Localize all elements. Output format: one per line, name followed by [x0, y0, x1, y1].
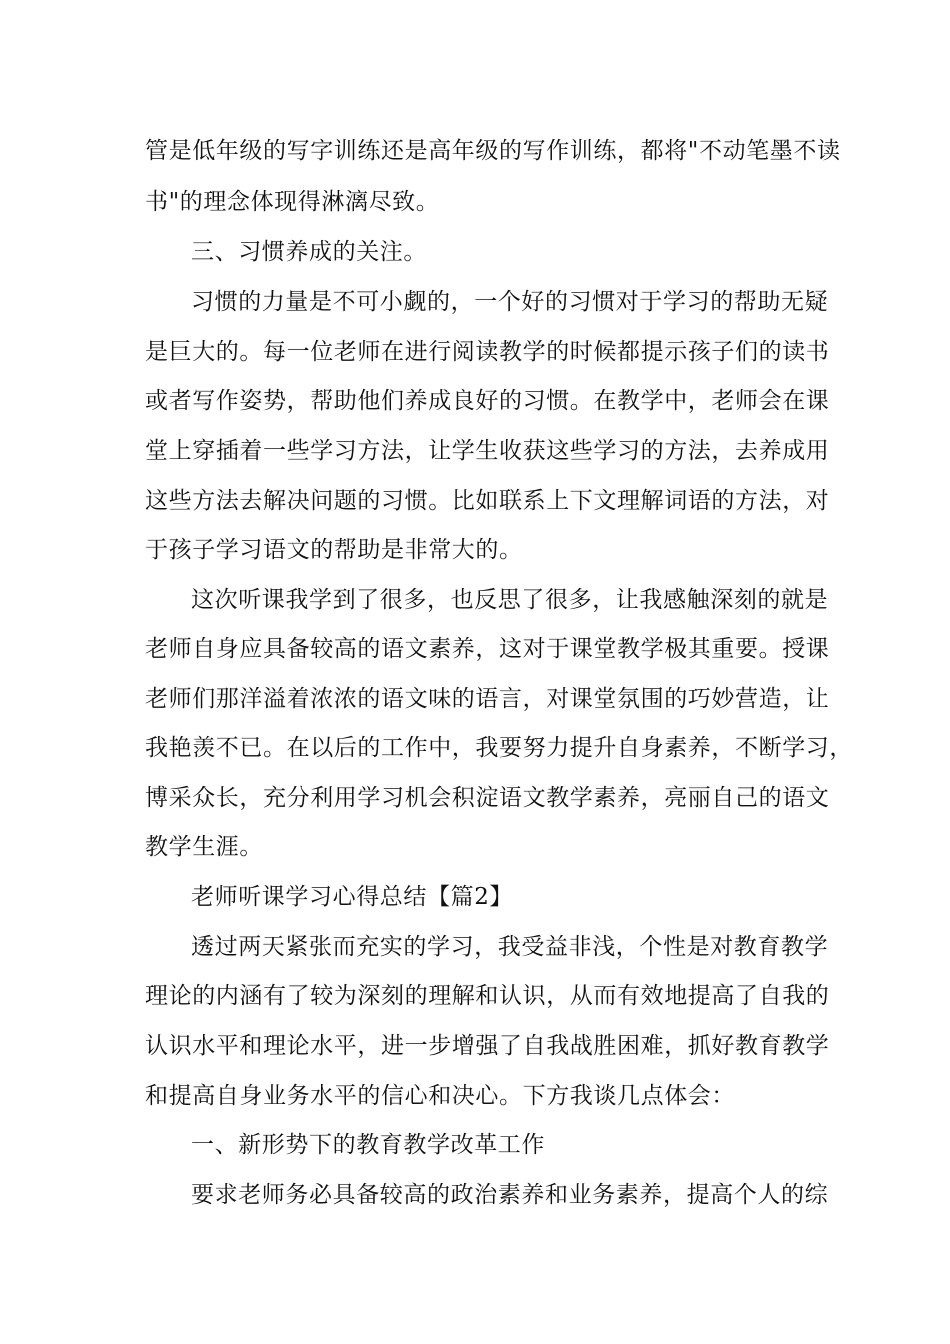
text-line: 这次听课我学到了很多，也反思了很多，让我感触深刻的就是 — [191, 587, 829, 613]
text-line: 习惯的力量是不可小觑的，一个好的习惯对于学习的帮助无疑 — [191, 289, 829, 315]
text-line: 堂上穿插着一些学习方法，让学生收获这些学习的方法，去养成用 — [145, 438, 830, 464]
text-line: 博采众长，充分利用学习机会积淀语文教学素养，亮丽自己的语文 — [145, 785, 830, 811]
text-line: 要求老师务必具备较高的政治素养和业务素养，提高个人的综 — [191, 1182, 829, 1208]
text-line: 是巨大的。每一位老师在进行阅读教学的时候都提示孩子们的读书 — [145, 339, 830, 365]
section-heading: 老师听课学习心得总结【篇2】 — [191, 884, 514, 910]
text-line: 和提高自身业务水平的信心和决心。下方我谈几点体会： — [145, 1083, 735, 1109]
text-line: 认识水平和理论水平，进一步增强了自我战胜困难，抓好教育教学 — [145, 1033, 830, 1059]
text-line: 老师们那洋溢着浓浓的语文味的语言，对课堂氛围的巧妙营造，让 — [145, 686, 830, 712]
section-heading: 三、习惯养成的关注。 — [191, 239, 427, 265]
text-line: 理论的内涵有了较为深刻的理解和认识，从而有效地提高了自我的 — [145, 983, 830, 1009]
text-line: 教学生涯。 — [145, 834, 263, 860]
text-line: 透过两天紧张而充实的学习，我受益非浅，个性是对教育教学 — [191, 934, 829, 960]
text-line: 于孩子学习语文的帮助是非常大的。 — [145, 537, 523, 563]
text-line: 我艳羡不已。在以后的工作中，我要努力提升自身素养，不断学习， — [145, 735, 853, 761]
text-line: 这些方法去解决问题的习惯。比如联系上下文理解词语的方法，对 — [145, 488, 830, 514]
section-heading: 一、新形势下的教育教学改革工作 — [191, 1132, 545, 1158]
text-line: 老师自身应具备较高的语文素养，这对于课堂教学极其重要。授课 — [145, 636, 830, 662]
text-line: 或者写作姿势，帮助他们养成良好的习惯。在教学中，老师会在课 — [145, 388, 830, 414]
text-line: 书"的理念体现得淋漓尽致。 — [145, 189, 440, 215]
text-line: 管是低年级的写字训练还是高年级的写作训练，都将"不动笔墨不读 — [145, 138, 841, 164]
